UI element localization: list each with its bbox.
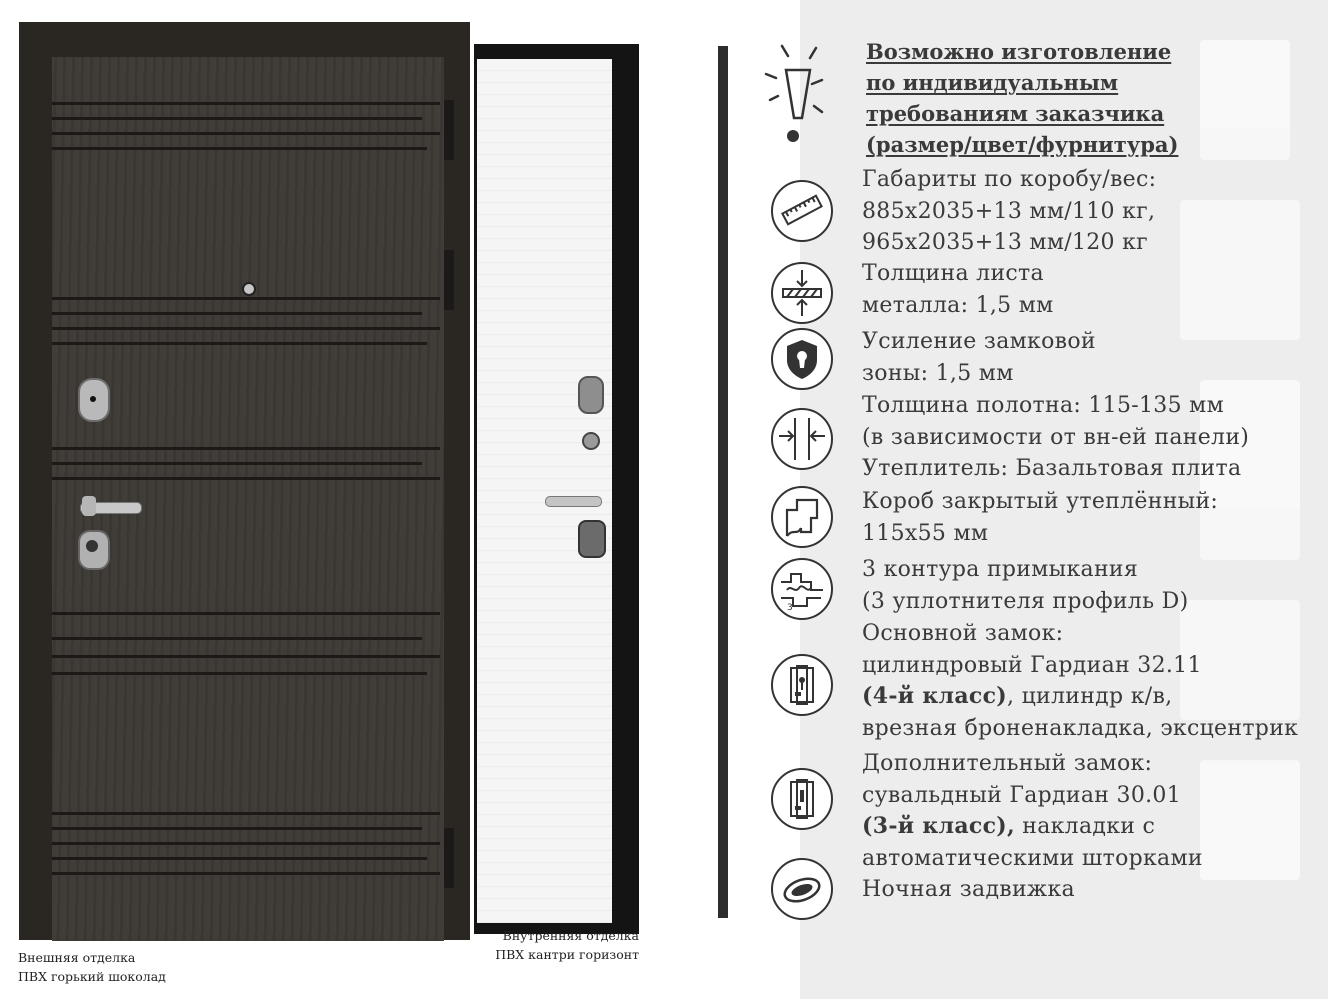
attention-icon: [760, 40, 830, 150]
night-latch-icon: [771, 858, 833, 920]
inner-finish-caption-line2: ПВХ кантри горизонт: [495, 947, 639, 962]
spec-lock-zone-line1: Усиление замковой: [862, 329, 1096, 354]
spec-lock-zone-line2: зоны: 1,5 мм: [862, 360, 1014, 386]
leaf-thickness-icon: [771, 408, 833, 470]
shield-keyhole-icon: [771, 328, 833, 390]
spec-extra-lock: [862, 748, 1203, 874]
inner-finish-caption: [484, 926, 639, 964]
spec-frame-line2: 115х55 мм: [862, 520, 989, 546]
spec-frame-line1: Короб закрытый утеплённый:: [862, 489, 1219, 514]
spec-seals-line2: (3 уплотнителя профиль D): [862, 588, 1189, 614]
spec-extra-lock-line1: Дополнительный замок:: [862, 751, 1153, 776]
spec-extra-lock-line2: сувальдный Гардиан 30.01: [862, 782, 1182, 808]
spec-main-lock-line4: врезная броненакладка, эксцентрик: [862, 715, 1299, 741]
outer-hinge-top: [444, 100, 454, 160]
spec-dimensions-line2: 885х2035+13 мм/110 кг,: [862, 198, 1156, 224]
spec-main-lock-line3-rest: , цилиндр к/в,: [1006, 684, 1173, 709]
upper-lock-keyhole: [90, 396, 96, 402]
frame-profile-icon: [771, 486, 833, 548]
spec-leaf-line1: Толщина полотна: 115-135 мм: [862, 393, 1225, 418]
spec-main-lock-line2: цилиндровый Гардиан 32.11: [862, 652, 1202, 678]
inner-handle: [545, 496, 602, 507]
spec-extra-lock-line3: [862, 811, 1203, 843]
inner-night-latch: [582, 432, 600, 450]
outer-handle-rose: [82, 496, 96, 516]
divider-bar: [718, 46, 728, 918]
ruler-icon: [771, 180, 833, 242]
inner-finish-caption-line1: Внутренняя отделка: [502, 928, 639, 943]
cylinder-keyhole: [86, 540, 98, 552]
spec-extra-lock-class: (3-й класс),: [862, 813, 1015, 839]
headline-line3: требованиям заказчика: [866, 101, 1165, 126]
spec-leaf: [862, 390, 1249, 485]
spec-lock-zone: [862, 326, 1096, 389]
outer-hinge-middle: [444, 250, 454, 310]
spec-main-lock-line1: Основной замок:: [862, 621, 1064, 646]
headline-line4: (размер/цвет/фурнитура): [866, 132, 1179, 157]
spec-sheet: [862, 258, 1054, 321]
spec-night-latch: [862, 874, 1075, 906]
spec-dimensions-line1: Габариты по коробу/вес:: [862, 167, 1157, 192]
seal-contours-icon: [771, 558, 833, 620]
custom-order-headline: [866, 36, 1178, 160]
spec-frame: [862, 486, 1218, 549]
spec-leaf-line2: (в зависимости от вн-ей панели): [862, 424, 1250, 450]
spec-seals-line1: 3 контура примыкания: [862, 557, 1139, 582]
spec-leaf-line3: Утеплитель: Базальтовая плита: [862, 456, 1242, 481]
spec-seals: [862, 554, 1188, 617]
inner-door-leaf: [477, 59, 612, 923]
spec-dimensions: [862, 164, 1156, 259]
spec-main-lock: [862, 618, 1298, 744]
spec-main-lock-class: (4-й класс): [862, 683, 1007, 709]
headline-line1: Возможно изготовление: [866, 39, 1172, 64]
main-lock-icon: [771, 654, 833, 716]
svg-text:3: 3: [787, 603, 793, 613]
spec-dimensions-line3: 965х2035+13 мм/120 кг: [862, 230, 1149, 255]
spec-night-latch-line1: Ночная задвижка: [862, 877, 1075, 902]
spec-extra-lock-line3-rest: накладки с: [1014, 814, 1156, 839]
inner-lock-plate: [578, 376, 604, 414]
outer-finish-caption-line2: ПВХ горький шоколад: [18, 969, 166, 984]
extra-lock-icon: [771, 768, 833, 830]
outer-door-leaf: [52, 57, 444, 941]
outer-finish-caption: [18, 948, 166, 986]
outer-hinge-bottom: [444, 828, 454, 888]
peephole: [242, 282, 256, 296]
inner-thumbturn-plate: [578, 520, 606, 558]
spec-extra-lock-line4: автоматическими шторками: [862, 845, 1203, 871]
outer-finish-caption-line1: Внешняя отделка: [18, 950, 136, 965]
spec-sheet-line2: металла: 1,5 мм: [862, 292, 1054, 318]
headline-line2: по индивидуальным: [866, 70, 1119, 95]
spec-sheet-line1: Толщина листа: [862, 261, 1044, 286]
sheet-thickness-icon: [771, 262, 833, 324]
spec-main-lock-line3: [862, 681, 1298, 713]
